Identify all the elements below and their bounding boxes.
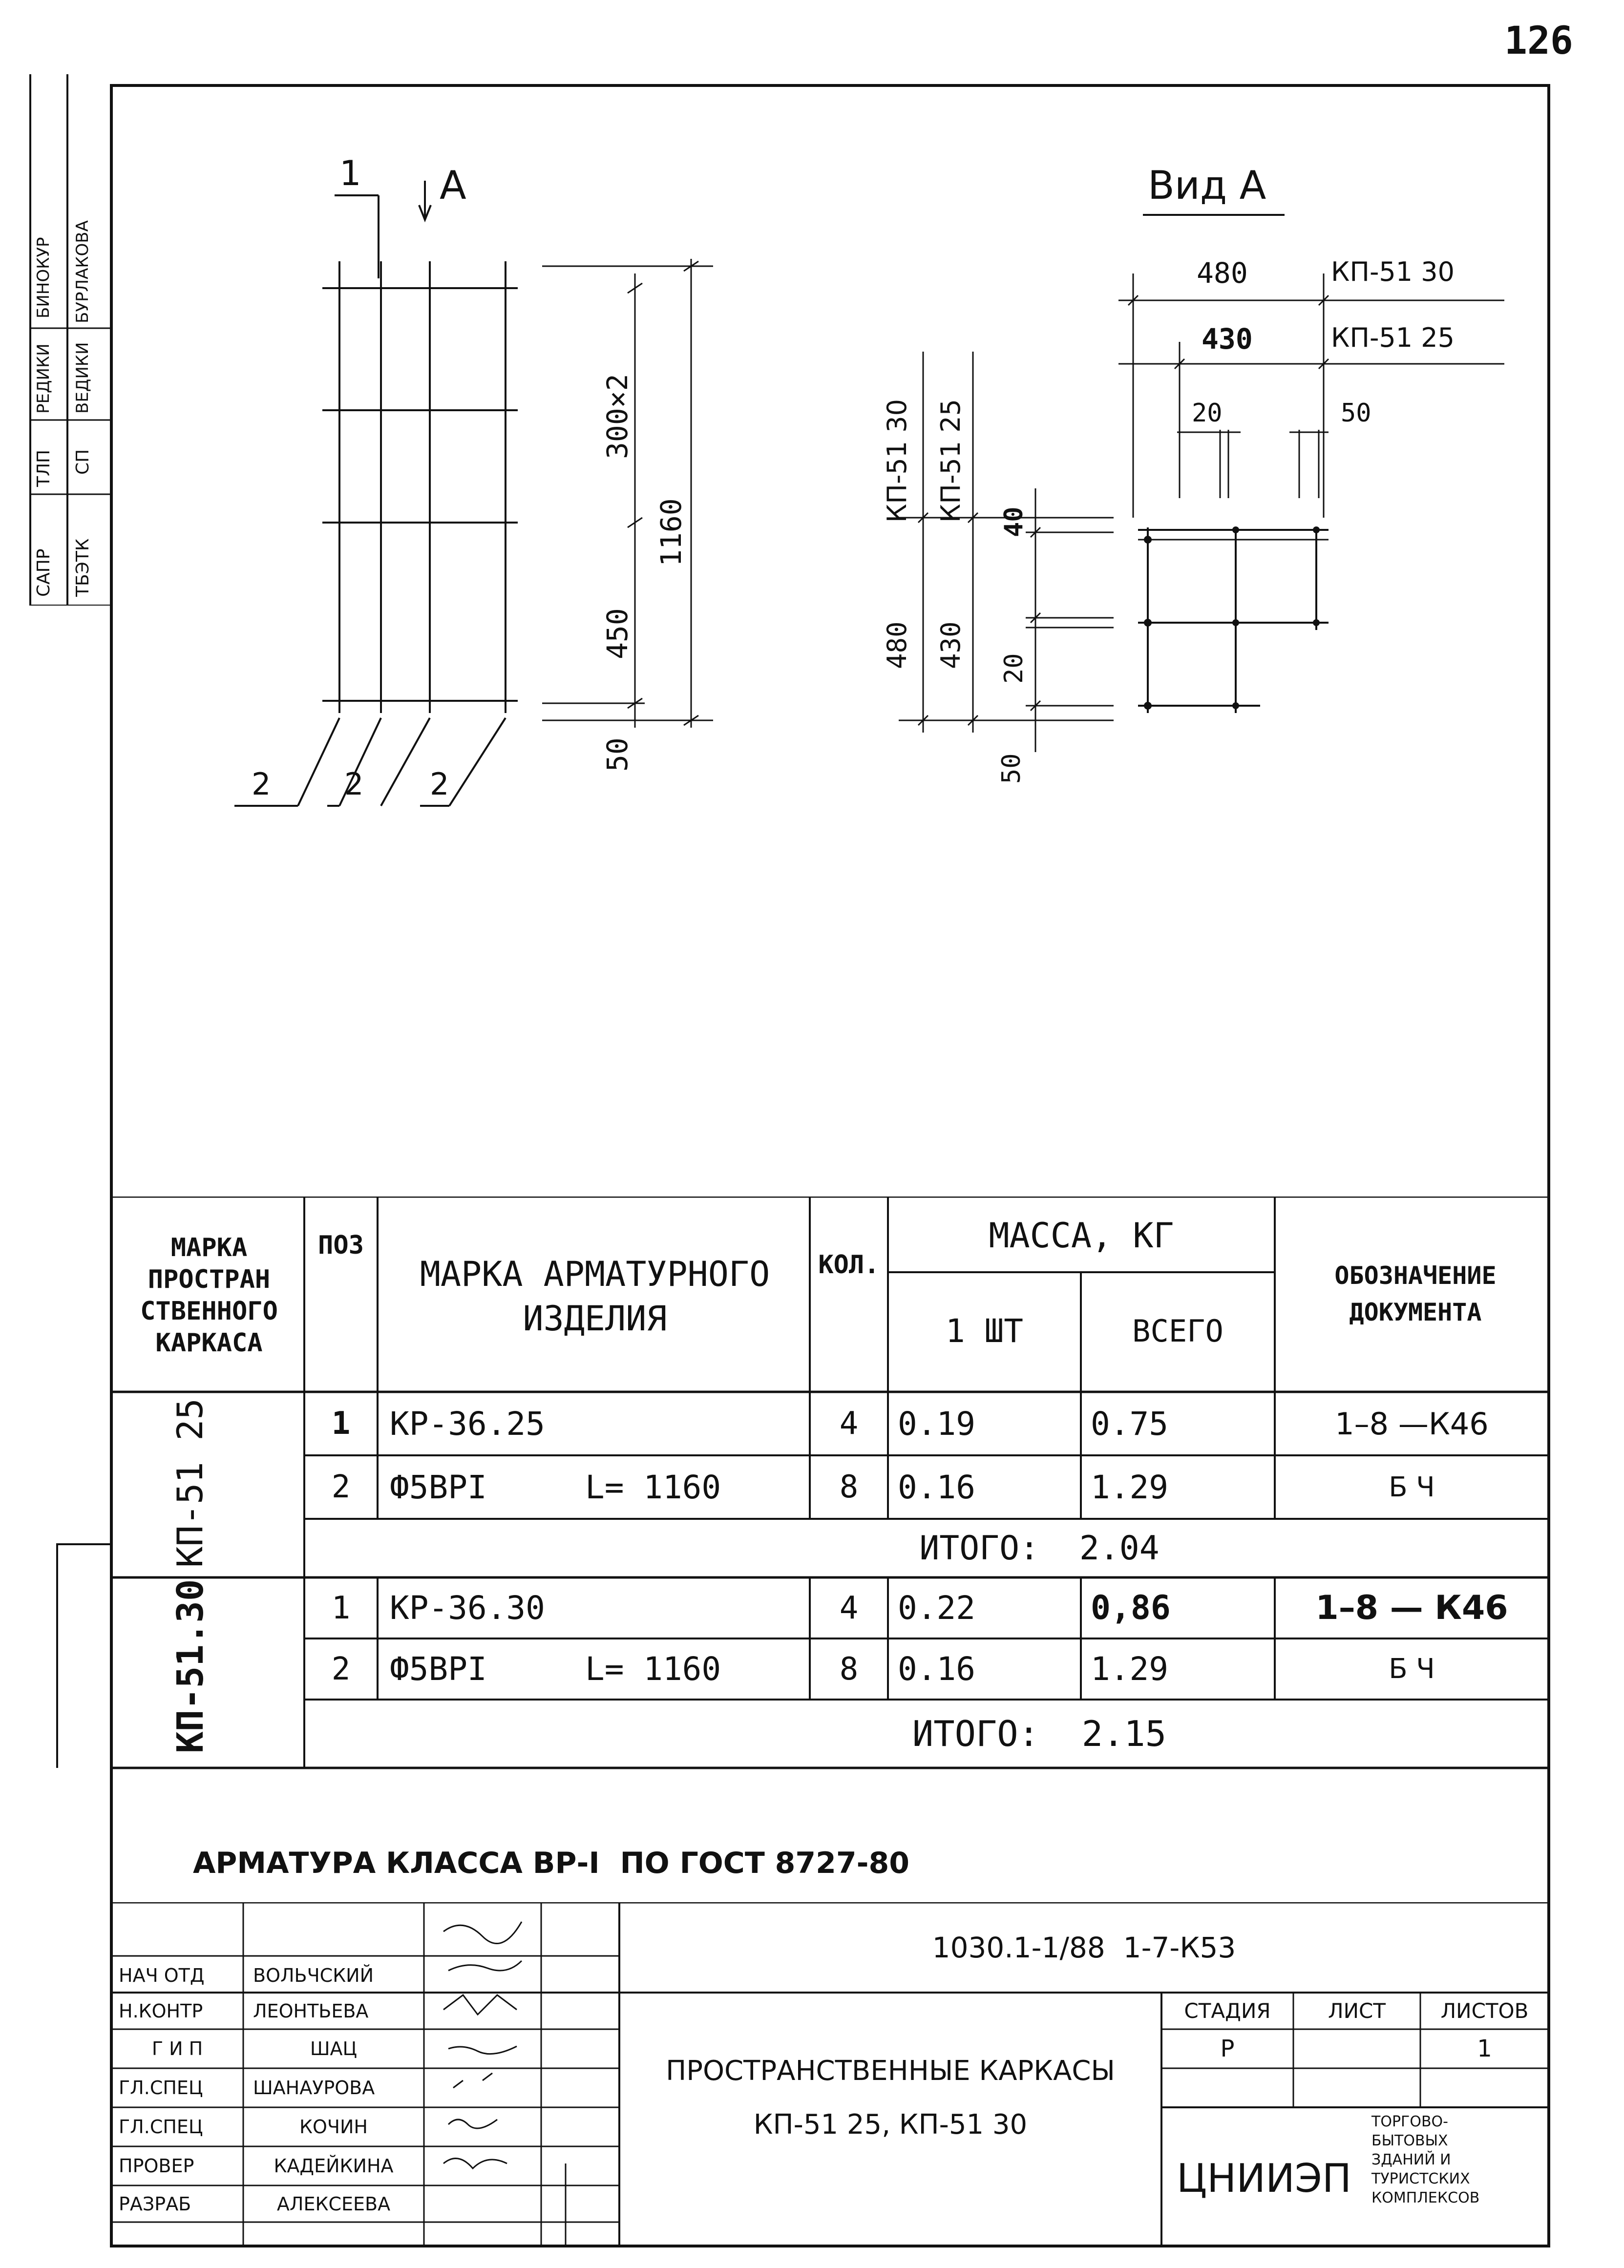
dim-430-top: 430 xyxy=(1202,322,1253,356)
listov-value: 1 xyxy=(1477,2035,1492,2062)
table-side-mark-1 xyxy=(56,1543,112,1545)
staff-role-0: НАЧ ОТД xyxy=(119,1965,205,1986)
g1-r1-doc: 1–8 —К46 xyxy=(1335,1406,1489,1442)
g1-r2-length: L= 1160 xyxy=(585,1468,721,1506)
list-value xyxy=(1293,2029,1420,2068)
listov-label: ЛИСТОВ xyxy=(1440,1999,1529,2023)
g2-r1-total: 0,86 xyxy=(1091,1589,1171,1627)
staff-role-4: ГЛ.СПЕЦ xyxy=(119,2116,203,2138)
staff-role-1: Н.КОНТР xyxy=(119,2000,203,2022)
staff-role-5: ПРОВЕР xyxy=(119,2155,194,2177)
g1-r2-doc: Б Ч xyxy=(1389,1471,1435,1503)
front-pos2-label-c: 2 xyxy=(430,766,449,802)
staff-name-2: ШАЦ xyxy=(310,2038,358,2059)
dim-1160: 1160 xyxy=(654,498,688,567)
view-a-lines xyxy=(830,147,1524,830)
view-a-drawing xyxy=(830,147,1524,830)
g2-r1-kol: 4 xyxy=(839,1590,859,1626)
stamp-binokur: БИНОКУР xyxy=(34,237,53,318)
front-view-lines xyxy=(215,147,752,830)
dim-480-left: 480 xyxy=(882,621,912,669)
hdr-marka-armat: МАРКА АРМАТУРНОГО ИЗДЕЛИЯ xyxy=(420,1254,770,1339)
stadia-label: СТАДИЯ xyxy=(1184,1999,1271,2023)
group2-frame-label: КП-51.30 xyxy=(169,1579,211,1753)
dim-50-top: 50 xyxy=(1341,399,1371,428)
g1-r1-kol: 4 xyxy=(839,1406,859,1442)
hdr-doc: ОБОЗНАЧЕНИЕ ДОКУМЕНТА xyxy=(1334,1261,1497,1326)
g2-r2-length: L= 1160 xyxy=(585,1650,721,1688)
g2-r1-poz: 1 xyxy=(331,1590,351,1626)
dim-50-left: 50 xyxy=(997,753,1026,784)
dim-40: 40 xyxy=(999,506,1029,537)
front-pos2-label-a: 2 xyxy=(252,766,271,802)
stamp-tbetk: ТБЭТК xyxy=(73,538,93,597)
g1-itogo: ИТОГО: 2.04 xyxy=(919,1529,1160,1568)
stamp-tlp: ТЛП xyxy=(34,449,54,487)
hdr-poz: ПОЗ xyxy=(318,1231,364,1260)
dim-450: 450 xyxy=(601,608,634,659)
dim-20-top: 20 xyxy=(1192,399,1223,428)
list-label: ЛИСТ xyxy=(1328,1999,1386,2023)
g2-r1-doc: 1–8 — К46 xyxy=(1315,1589,1508,1627)
page-number: 126 xyxy=(1504,19,1573,63)
org-sub-line-2: ЗДАНИЙ И xyxy=(1371,2151,1451,2168)
org-subtitle xyxy=(1371,2112,1547,2244)
doc-title-line1: ПРОСТРАНСТВЕННЫЕ КАРКАСЫ xyxy=(666,2055,1115,2087)
mark-top-5130: КП-51 30 xyxy=(1331,256,1455,287)
group1-frame-label: КП-51 25 xyxy=(169,1398,211,1568)
staff-name-0: ВОЛЬЧСКИЙ xyxy=(253,1965,374,1986)
front-section-label: A xyxy=(440,163,466,208)
front-pos2-label-b: 2 xyxy=(344,766,364,802)
org-sub-line-0: ТОРГОВО- xyxy=(1371,2113,1448,2130)
staff-role-6: РАЗРАБ xyxy=(119,2193,191,2215)
stamp-vedikts: ВЕДИКИ xyxy=(73,342,92,414)
side-stamp xyxy=(29,74,111,606)
spec-table xyxy=(111,1197,1549,1773)
g2-r1-one: 0.22 xyxy=(898,1589,975,1627)
g1-r2-poz: 2 xyxy=(331,1469,351,1505)
vert-mark-5130: КП-51 30 xyxy=(882,399,912,523)
g1-r2-total: 1.29 xyxy=(1091,1468,1168,1506)
g1-r1-one: 0.19 xyxy=(898,1405,975,1443)
org-sub-line-3: ТУРИСТСКИХ xyxy=(1371,2170,1470,2187)
g2-r2-item: Ф5ВРI xyxy=(390,1650,487,1688)
mark-top-5125: КП-51 25 xyxy=(1331,322,1455,353)
org-sub-line-1: БЫТОВЫХ xyxy=(1371,2132,1448,2149)
dim-20-left: 20 xyxy=(999,653,1029,684)
g2-r2-poz: 2 xyxy=(331,1651,351,1687)
org-sub-line-4: КОМПЛЕКСОВ xyxy=(1371,2189,1480,2206)
staff-name-3: ШАНАУРОВА xyxy=(253,2077,375,2099)
stamp-sapr: САПР xyxy=(34,548,54,597)
vert-mark-5125: КП-51 25 xyxy=(935,399,966,523)
g2-itogo: ИТОГО: 2.15 xyxy=(912,1713,1167,1754)
g2-r2-one: 0.16 xyxy=(898,1650,975,1688)
staff-name-6: АЛЕКСЕЕВА xyxy=(276,2193,391,2215)
hdr-one: 1 ШТ xyxy=(946,1312,1023,1350)
staff-name-4: КОЧИН xyxy=(299,2116,368,2138)
stamp-sp: СП xyxy=(73,449,93,475)
stadia-value: Р xyxy=(1220,2035,1235,2062)
stamp-redikts: РЕДИКИ xyxy=(34,343,53,414)
g1-r1-poz: 1 xyxy=(331,1406,351,1442)
hdr-kol: КОЛ. xyxy=(818,1250,880,1280)
g2-r2-kol: 8 xyxy=(839,1651,859,1687)
staff-name-1: ЛЕОНТЬЕВА xyxy=(253,2000,369,2022)
staff-role-2: Г И П xyxy=(151,2038,203,2059)
g2-r1-item: КР-36.30 xyxy=(390,1589,545,1627)
g1-r2-kol: 8 xyxy=(839,1469,859,1505)
front-view-drawing xyxy=(215,147,752,830)
hdr-massa: МАССА, КГ xyxy=(989,1216,1174,1256)
hdr-vsego: ВСЕГО xyxy=(1132,1313,1223,1349)
dim-430-left: 430 xyxy=(935,621,966,669)
frame-top xyxy=(111,84,1550,87)
title-block xyxy=(111,1902,1549,2247)
reinforcement-note: АРМАТУРА КЛАССА ВР-I ПО ГОСТ 8727-80 xyxy=(193,1846,910,1880)
dim-300x2: 300×2 xyxy=(601,374,634,459)
g2-r2-total: 1.29 xyxy=(1091,1650,1168,1688)
g1-r1-total: 0.75 xyxy=(1091,1405,1168,1443)
dim-50: 50 xyxy=(601,737,634,772)
g1-r2-item: Ф5ВРI xyxy=(390,1468,487,1506)
org-name: ЦНИИЭП xyxy=(1177,2155,1351,2201)
g2-r2-doc: Б Ч xyxy=(1389,1653,1435,1685)
doc-title-line2: КП-51 25, КП-51 30 xyxy=(753,2108,1028,2141)
g1-r1-item: КР-36.25 xyxy=(390,1405,545,1443)
doc-code: 1030.1-1/88 1-7-К53 xyxy=(932,1931,1236,1964)
view-a-title: Вид А xyxy=(1148,163,1266,208)
staff-role-3: ГЛ.СПЕЦ xyxy=(119,2077,203,2099)
staff-name-5: КАДЕЙКИНА xyxy=(274,2155,394,2177)
hdr-marka-prostr: МАРКА ПРОСТРАН СТВЕННОГО КАРКАСА xyxy=(140,1233,278,1358)
stamp-burlakova: БУРЛАКОВА xyxy=(73,220,92,323)
g1-r2-one: 0.16 xyxy=(898,1468,975,1506)
dim-480-top: 480 xyxy=(1197,256,1248,290)
table-side-mark-2 xyxy=(56,1543,58,1768)
front-pos1-label: 1 xyxy=(339,153,361,193)
